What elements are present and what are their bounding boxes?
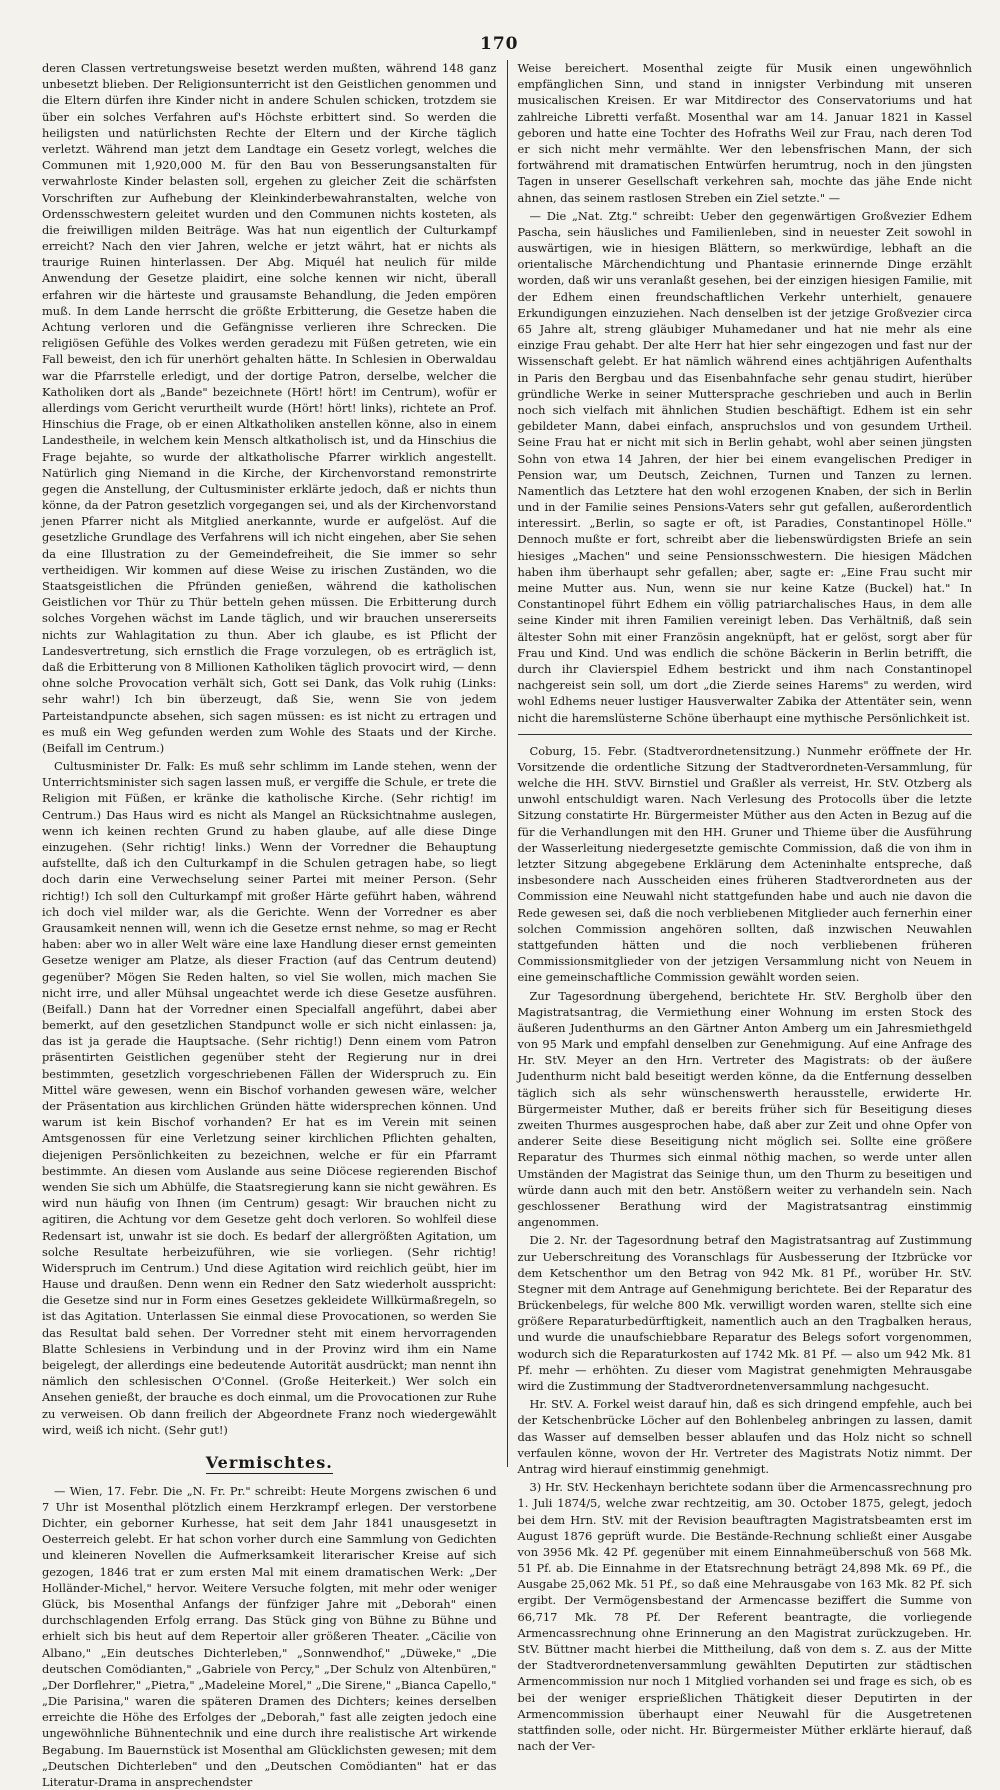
article-paragraph: deren Classen vertretungsweise besetzt werden mußten, während 148 ganz unbesetzt blieben. Der Religionsunterricht ist den Geistlichen genommen und die Eltern dürfen ihre Kinder nicht in andere Schulen schicken, trotzdem sie über ein solches Verfahren auf's Höchste erbittert sind. So werden die heiligsten und natürlichsten Rechte der Eltern und der Kirche täglich verletzt. Während man jetzt dem Landtage ein Gesetz vorlegt, welches die Communen mit 1,920,000 M. für den Bau von Besserungsanstalten für verwahrloste Kinder belasten soll, ergehen zu gleicher Zeit die schärfsten Vorschriften zur Aufhebung der Kleinkinderbewahranstalten, welche von Ordensschwestern geleitet wurden und den Communen nichts kosteten, als die freiwilligen milden Beiträge. Was hat nun eigentlich der Culturkampf erreicht? Nach den vier Jahren, welche er jetzt währt, hat er nichts als traurige Ruinen hinterlassen. Der Abg. Miquél hat neulich für milde Anwendung der Gesetze plaidirt, eine solche kennen wir nicht, überall erfahren wir die härteste und grausamste Behandlung, die Jeden empören muß. In dem Lande herrscht die größte Erbitterung, die Gesetze haben die Achtung verloren und die Gefängnisse verlieren ihre Schrecken. Die religiösen Gefühle des Volkes werden geradezu mit Füßen getreten, wie ein Fall beweist, den ich für unerhört gehalten hätte. In Schlesien in Oberwaldau war die Pfarrstelle erledigt, und der dortige Patron, derselbe, welcher die Katholiken dort als „Bande" bezeichnete (Hört! hört! im Centrum), wofür er allerdings vom Gericht verurtheilt wurde (Hört! hört! links), richtete an Prof. Hinschius die Frage, ob er einen Altkatholiken anstellen könne, also in einem Landestheile, in welchem kein Mensch altkatholisch ist, und da Hinschius die Frage bejahte, so wurde der altkatholische Pfarrer wirklich angestellt. Natürlich ging Niemand in die Kirche, der Kirchenvorstand remonstrirte gegen die Anstellung, der Cultusminister erklärte jedoch, daß er nichts thun könne, da der Patron gesetzlich vorgegangen sei, und als der Kirchenvorstand jenen Pfarrer nicht als Mitglied anerkannte, wurde er aufgelöst. Auf die gesetzliche Grundlage des Verfahrens will ich nicht eingehen, aber Sie sehen da eine Illustration zu der Gemeindefreiheit, die Sie immer so sehr vertheidigen. Wir kommen auf diese Weise zu irischen Zuständen, wo die Staatsgeistlichen die Pfründen genießen, während die katholischen Geistlichen vor Thür zu Thür betteln gehen müssen. Die Erbitterung durch solches Vorgehen wächst im Lande täglich, und wir brauchen unsererseits nichts zur Wahlagitation zu thun. Aber ich glaube, es ist Pflicht der Landesvertretung, sich ernstlich die Frage vorzulegen, ob es erträglich ist, daß die Erbitterung von 8 Millionen Katholiken täglich provocirt wird, — denn ohne solche Provocation verhält sich, Gott sei Dank, das Volk ruhig (Links: sehr wahr!) Ich bin überzeugt, daß Sie, wenn Sie von jedem Parteistandpuncte absehen, sich sagen müssen: es ist nicht zu ertragen und es muß ein Weg gefunden werden zum Wohle des Staats und der Kirche. (Beifall im Centrum.) xyxy=(42,61,497,755)
column-divider-rule xyxy=(518,734,973,735)
article-paragraph: 3) Hr. StV. Heckenhayn berichtete sodann über die Armencassrechnung pro 1. Juli 1874/5, welche zwar rechtzeitig, am 30. October 1875, gelegt, jedoch bei dem Hrn. StV. mit der Revision beauftragten Magistratsbeamten erst im August 1876 geprüft wurde. Die Bestände-Rechnung schließt einer Ausgabe von 3956 Mk. 42 Pf. gegenüber mit einem Einnahmeüberschuß von 568 Mk. 51 Pf. ab. Die Einnahme in der Etatsrechnung beträgt 24,898 Mk. 69 Pf., die Ausgabe 25,062 Mk. 51 Pf., so daß eine Mehrausgabe von 163 Mk. 82 Pf. sich ergibt. Der Vermögensbestand der Armencasse beziffert die Summe von 66,717 Mk. 78 Pf. Der Referent beantragte, die vorliegende Armencassrechnung ohne Erinnerung an den Magistrat zurückzugeben. Hr. StV. Büttner macht hierbei die Mittheilung, daß von dem s. Z. aus der Mitte der Stadtverordnetenversammlung gewählten Deputirten zur städtischen Armencommission nur noch 1 Mitglied vorhanden sei und frage es sich, ob es bei der weniger ersprießlichen Thätigkeit dieser Deputirten in der Armencommission überhaupt einer Neuwahl für die Ausgetretenen stattfinden solle, oder nicht. Hr. Bürgermeister Müther erklärte hierauf, daß nach der Ver- xyxy=(517,1480,972,1754)
text-columns xyxy=(42,60,972,1790)
section-heading xyxy=(42,1452,497,1475)
right-column xyxy=(507,60,973,1754)
article-paragraph: Hr. StV. A. Forkel weist darauf hin, daß es sich dringend empfehle, auch bei der Ketschenbrücke Löcher auf den Bohlenbeleg anbringen zu lassen, damit das Wasser auf demselben besser ablaufen und das Holz nicht so schnell verfaulen könne, wovon der Hr. Vertreter des Magistrats Notiz nimmt. Der Antrag wird hierauf einstimmig genehmigt. xyxy=(517,1397,972,1476)
page-number: 170 xyxy=(480,34,519,54)
article-paragraph: Coburg, 15. Febr. (Stadtverordnetensitzung.) Nunmehr eröffnete der Hr. Vorsitzende die ordentliche Sitzung der Stadtverordneten-Versammlung, für welche die HH. StVV. Birnstiel und Graßler als verreist, Hr. StV. Otzberg als unwohl entschuldigt waren. Nach Verlesung des Protocolls über die letzte Sitzung constatirte Hr. Bürgermeister Müther aus den Acten in Bezug auf die für die Verhandlungen mit den HH. Gruner und Thieme über die Ausführung der Wasserleitung niedergesetzte gemischte Commission, daß die von ihm in letzter Sitzung abgegebene Erklärung dem Acteninhalte entspreche, daß insbesondere nach Ausscheiden eines früheren Stadtverordneten aus der Commission eine Neuwahl nicht stattgefunden habe und auch nie davon die Rede gewesen sei, daß die noch verbliebenen Mitglieder auch fernerhin einer solchen Commission angehören sollten, daß inzwischen Neuwahlen stattgefunden hätten und die noch verbliebenen früheren Commissionsmitglieder von der jetzigen Versammlung nicht von Neuem in eine gemeinschaftliche Commission gewählt worden seien. xyxy=(517,743,972,985)
article-paragraph: — Wien, 17. Febr. Die „N. Fr. Pr." schreibt: Heute Morgens zwischen 6 und 7 Uhr ist Mosenthal plötzlich einem Herzkrampf erlegen. Der verstorbene Dichter, ein geborner Kurhesse, hat seit dem Jahr 1841 unausgesetzt in Oesterreich gelebt. Er hat schon vorher durch eine Sammlung von Gedichten und kleineren Novellen die Aufmerksamkeit literarischer Kreise auf sich gezogen, 1846 trat er zum ersten Mal mit einem dramatischen Werk: „Der Holländer-Michel," hervor. Weitere Versuche folgten, mit mehr oder weniger Glück, bis Mosenthal Anfangs der fünfziger Jahre mit „Deborah" einen durchschlagenden Erfolg errang. Das Stück ging von Bühne zu Bühne und erhielt sich bis heut auf dem Repertoir aller größeren Theater. „Cäcilie von Albano," „Ein deutsches Dichterleben," „Sonnwendhof," „Düweke," „Die deutschen Comödianten," „Gabriele von Percy," „Der Schulz von Altenbüren," „Der Dorflehrer," „Pietra," „Madeleine Morel," „Die Sirene," „Bianca Capello," „Die Parisina," waren die späteren Dramen des Dichters; keines derselben erreichte die Höhe des Erfolges der „Deborah," fast alle zeigten jedoch eine ungewöhnliche Bühnentechnik und eine durch ihre realistische Art wirkende Begabung. Im Bauernstück ist Mosenthal am Glücklichsten gewesen; mit dem „Deutschen Dichterleben" und den „Deutschen Comödianten" hat er das Literatur-Drama in ansprechendster xyxy=(42,1483,497,1790)
article-paragraph: — Die „Nat. Ztg." schreibt: Ueber den gegenwärtigen Großvezier Edhem Pascha, sein häusliches und Familienleben, sind in neuester Zeit sowohl in auswärtigen, wie in hiesigen Blättern, so merkwürdige, lebhaft an die orientalische Märchendichtung und Phantasie erinnernde Dinge erzählt worden, daß wir uns veranlaßt gesehen, bei der einzigen hiesigen Familie, mit der Edhem einen freundschaftlichen Verkehr unterhielt, genauere Erkundigungen einzuziehen. Nach denselben ist der jetzige Großvezier circa 65 Jahre alt, streng gläubiger Muhamedaner und hat nie mehr als eine einzige Frau gehabt. Der alte Herr hat hier sehr eingezogen und fast nur der Wissenschaft gelebt. Er hat nämlich während eines achtjährigen Aufenthalts in Paris den Bergbau und das Eisenbahnfache sehr genau studirt, hierüber gründliche Werke in seiner Muttersprache geschrieben und auch in Berlin noch sich vielfach mit ähnlichen Studien beschäftigt. Edhem ist ein sehr gebildeter Mann, dabei einfach, anspruchslos und von gesundem Urtheil. Seine Frau hat er nicht mit sich in Berlin gehabt, wohl aber seinen jüngsten Sohn von etwa 14 Jahren, der hier bei einem evangelischen Prediger in Pension war, um Deutsch, Zeichnen, Turnen und Tanzen zu lernen. Namentlich das Letztere hat den wohl erzogenen Knaben, der sich in Berlin und in der Familie seines Pensions-Vaters sehr gut gefallen, außerordentlich interessirt. „Berlin, so sagte er oft, ist Paradies, Constantinopel Hölle." Dennoch mußte er fort, schreibt aber die liebenswürdigsten Briefe an sein hiesiges „Machen" und seine Pensionsschwestern. Die hiesigen Mädchen haben ihm überhaupt sehr gefallen; aber, sagte er: „Eine Frau sucht mir meine Mutter aus. Nun, wenn sie nur keine Katze (Buckel) hat." In Constantinopel führt Edhem ein völlig patriarchalisches Haus, in dem alle seine Kinder mit ihren Familien vereinigt leben. Das Verhältniß, daß sein ältester Sohn mit einer Französin angeknüpft, hat er gelöst, sorgt aber für Frau und Kind. Und was endlich die schöne Bäckerin in Berlin betrifft, die durch ihr Clavierspiel Edhem bestrickt und ihm nach Constantinopel nachgereist sein soll, um dort „die Zierde seines Harems" zu werden, wird wohl Edhems neuer lustiger Hausverwalter Zabika der Attentäter sein, wenn nicht die haremslüsterne Schöne überhaupt eine mythische Persönlichkeit ist. xyxy=(517,208,972,725)
article-paragraph: Cultusminister Dr. Falk: Es muß sehr schlimm im Lande stehen, wenn der Unterrichtsminister sich sagen lassen muß, er vergiffe die Schule, er trete die Religion mit Füßen, er kränke die katholische Kirche. (Sehr richtig! im Centrum.) Das Haus wird es nicht als Mangel an Rücksichtnahme auslegen, wenn ich keinen rechten Grund zu haben glaube, auf alle diese Dinge einzugehen. (Sehr richtig! links.) Wenn der Vorredner die Behauptung aufstellte, daß ich den Culturkampf in die Schulen getragen habe, so liegt doch darin eine Verwechselung seiner Partei mit meiner Person. (Sehr richtig!) Ich soll den Culturkampf mit großer Härte geführt haben, während ich doch viel milder war, als die Gerichte. Wenn der Vorredner es aber Grausamkeit nennen will, wenn ich die Gesetze ernst nehme, so mag er Recht haben: aber wo in aller Welt wäre eine laxe Handlung dieser ernst gemeinten Gesetze weniger am Platze, als dieser Fraction (auf das Centrum deutend) gegenüber? Mögen Sie Reden halten, so viel Sie wollen, mich machen Sie nicht irre, und aller Mühsal ungeachtet werde ich diese Gesetze ausführen. (Beifall.) Dann hat der Vorredner einen Specialfall angeführt, dabei aber bemerkt, auf den gesetzlichen Standpunct wolle er sich nicht einlassen: ja, das ist ja gerade die Hauptsache. (Sehr richtig!) Denn einem vom Patron präsentirten Geistlichen gegenüber steht der Regierung nur in drei bestimmten, gesetzlich vorgeschriebenen Fällen der Widerspruch zu. Ein Mittel wäre gewesen, wenn ein Bischof vorhanden gewesen wäre, welcher der Präsentation aus kirchlichen Gründen hätte widersprechen können. Und warum ist kein Bischof vorhanden? Er hat es im Verein mit seinen Amtsgenossen für eine Verletzung seiner kirchlichen Pflichten gehalten, diejenigen Persönlichkeiten zu bezeichnen, welche er für ein Pfarramt bestimmte. An diesen vom Auslande aus seine Diöcese regierenden Bischof wenden Sie sich um Abhülfe, die Staatsregierung kann sie nicht gewähren. Es wird nun häufig von Ihnen (im Centrum) gesagt: Wir brauchen nicht zu agitiren, die Achtung vor dem Gesetze geht doch verloren. So wohlfeil diese Redensart ist, unwahr ist sie doch. Es bedarf der allergrößten Agitation, um solche Resultate herbeizuführen, wie sie vorliegen. (Sehr richtig! Widerspruch im Centrum.) Und diese Agitation wird reichlich geübt, hier im Hause und draußen. Denn wenn ein Redner den Satz wiederholt ausspricht: die Gesetze sind nur in Form eines Gesetzes gekleidete Willkürmaßregeln, so ist das Agitation. Unterlassen Sie einmal diese Provocationen, so werden Sie das Resultat bald sehen. Der Vorredner steht mit einem hervorragenden Blatte Schlesiens in Verbindung und in der Provinz wird ihm ein Name beigelegt, der allerdings eine bedeutende Autorität ausdrückt; man nennt ihn nämlich den schlesischen O'Connel. (Große Heiterkeit.) Wer solch ein Ansehen genießt, der brauche es doch einmal, um die Provocationen zur Ruhe zu verweisen. Ob dann freilich der Abgeordnete Franz noch wiedergewählt wird, weiß ich nicht. (Sehr gut!) xyxy=(42,759,497,1437)
article-paragraph: Zur Tagesordnung übergehend, berichtete Hr. StV. Bergholb über den Magistratsantrag, die Vermiethung einer Wohnung im ersten Stock des äußeren Judenthurms an den Gärtner Anton Amberg um ein Jahresmiethgeld von 95 Mark und empfahl denselben zur Genehmigung. Auf eine Anfrage des Hr. StV. Meyer an den Hrn. Vertreter des Magistrats: ob der äußere Judenthurm nicht bald beseitigt werden könne, da die Entfernung desselben täglich sich als sehr wünschenswerth herausstelle, erwiderte Hr. Bürgermeister Muther, daß er bereits früher sich für Beseitigung dieses zweiten Thurmes ausgesprochen habe, daß aber zur Zeit und ohne Opfer von anderer Seite diese Beseitigung nicht möglich sei. Sollte eine größere Reparatur des Thurmes sich einmal nöthig machen, so werde unter allen Umständen der Magistrat das Seinige thun, um den Thurm zu beseitigen und würde dann auch mit den betr. Anstößern weiter zu verhandeln sein. Nach geschlossener Berathung wird der Magistratsantrag einstimmig angenommen. xyxy=(517,988,972,1230)
section-heading-text: Vermischtes. xyxy=(205,1452,333,1472)
left-column xyxy=(42,60,507,1790)
article-paragraph: Weise bereichert. Mosenthal zeigte für Musik einen ungewöhnlich empfänglichen Sinn, und stand in innigster Verbindung mit unseren musicalischen Kreisen. Er war Mitdirector des Conservatoriums und hat zahlreiche Libretti verfaßt. Mosenthal war am 14. Januar 1821 in Kassel geboren und hatte eine Tochter des Hofraths Weil zur Frau, nach deren Tod er sich nicht mehr vermählte. Wer den lebensfrischen Mann, der sich fortwährend mit dramatischen Entwürfen herumtrug, noch in den jüngsten Tagen in unserer Gesellschaft verkehren sah, mochte das jähe Ende nicht ahnen, das seinem rastlosen Streben ein Ziel setzte." — xyxy=(517,61,972,205)
article-paragraph: Die 2. Nr. der Tagesordnung betraf den Magistratsantrag auf Zustimmung zur Ueberschreitung des Voranschlags für Ausbesserung der Itzbrücke vor dem Ketschenthor um den Betrag von 942 Mk. 81 Pf., worüber Hr. StV. Stegner mit dem Antrage auf Genehmigung berichtete. Bei der Reparatur des Brückenbelegs, für welche 800 Mk. verwilligt worden waren, stellte sich eine größere Reparaturbedürftigkeit, namentlich auch an den Tragbalken heraus, und wurde die unaufschiebbare Reparatur des Belegs sofort vorgenommen, wodurch sich die Reparaturkosten auf 1742 Mk. 81 Pf. — also um 942 Mk. 81 Pf. mehr — erhöhten. Zu dieser vom Magistrat genehmigten Mehrausgabe wird die Zustimmung der Stadtverordnetenversammlung nachgesucht. xyxy=(517,1233,972,1393)
